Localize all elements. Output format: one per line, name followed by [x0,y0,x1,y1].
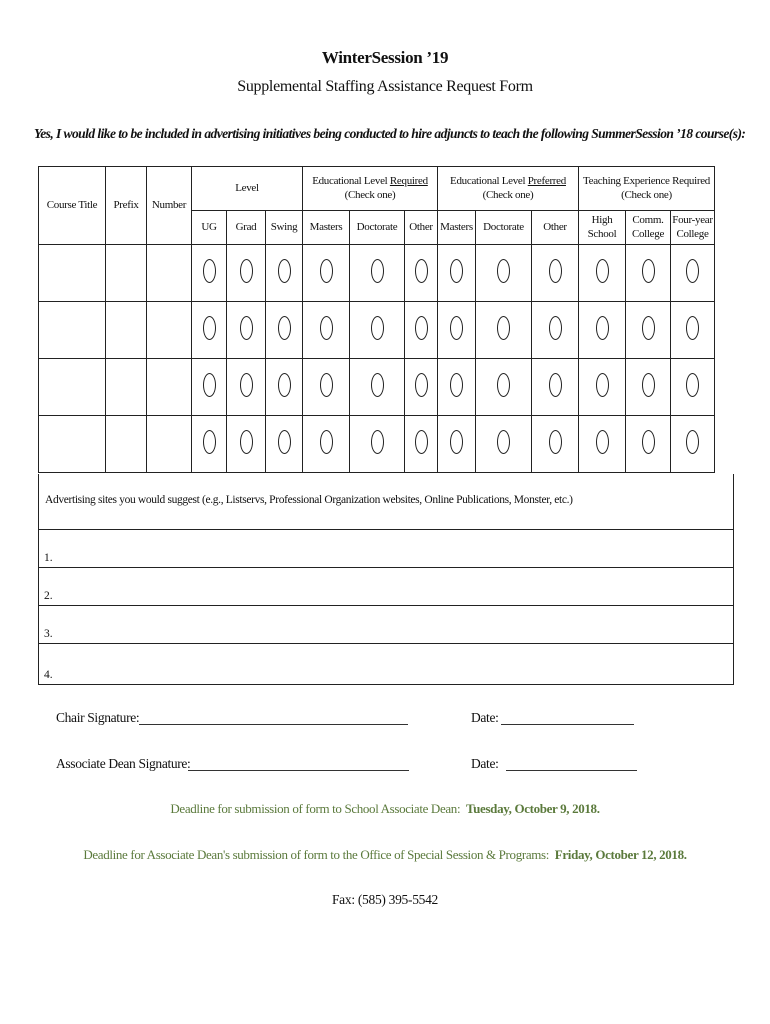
pref-other-radio[interactable] [549,373,562,397]
high-school-radio[interactable] [596,373,609,397]
swing-radio[interactable] [278,373,291,397]
grad-radio[interactable] [240,259,253,283]
advertising-line-number: 4. [44,669,53,681]
subheader-four-year-college [671,211,715,245]
high-school-radio[interactable] [596,259,609,283]
course-table [38,166,715,473]
high-school-cell [579,245,626,302]
course-title-cell[interactable] [39,245,106,302]
comm-college-cell [626,359,671,416]
course-row [39,302,715,359]
ug-radio[interactable] [203,373,216,397]
grad-cell [227,302,266,359]
grad-radio[interactable] [240,373,253,397]
pref-doctorate-radio[interactable] [497,259,510,283]
req-masters-cell [303,416,350,473]
prefix-cell[interactable] [106,302,147,359]
comm-college-radio[interactable] [642,259,655,283]
header-edu-required [303,167,438,211]
req-other-radio[interactable] [415,373,428,397]
course-row [39,416,715,473]
four-year-line1: Four-year [672,213,713,226]
pref-doctorate-cell [476,416,532,473]
high-school-cell [579,359,626,416]
pref-masters-radio[interactable] [450,316,463,340]
pref-doctorate-radio[interactable] [497,316,510,340]
pref-masters-cell [438,245,476,302]
comm-college-line2: College [631,227,665,240]
four-year-college-radio[interactable] [686,430,699,454]
req-doctorate-cell [350,416,405,473]
ug-cell [192,302,227,359]
comm-college-cell [626,245,671,302]
subheader-ug: UG [192,211,227,245]
req-other-radio[interactable] [415,316,428,340]
header-edu-required-text: Educational Level [312,174,390,187]
pref-other-cell [532,302,579,359]
header-teaching-check: (Check one) [621,188,672,201]
dean-date-line[interactable] [506,770,637,771]
prefix-cell[interactable] [106,416,147,473]
swing-cell [266,245,303,302]
req-doctorate-radio[interactable] [371,373,384,397]
advertising-line-2[interactable] [38,568,734,606]
high-school-line1: High [591,213,613,226]
number-cell[interactable] [147,416,192,473]
req-other-radio[interactable] [415,259,428,283]
header-teaching-experience [579,167,715,211]
pref-other-cell [532,416,579,473]
number-cell[interactable] [147,359,192,416]
grad-radio[interactable] [240,316,253,340]
req-doctorate-cell [350,302,405,359]
swing-radio[interactable] [278,430,291,454]
req-masters-radio[interactable] [320,430,333,454]
req-masters-cell [303,359,350,416]
four-year-college-radio[interactable] [686,373,699,397]
prefix-cell[interactable] [106,245,147,302]
advertising-line-3[interactable] [38,606,734,644]
dean-date-label: Date: [471,756,499,771]
req-doctorate-radio[interactable] [371,430,384,454]
four-year-college-radio[interactable] [686,316,699,340]
pref-masters-radio[interactable] [450,259,463,283]
chair-signature-line[interactable] [139,724,408,725]
deadline-school [0,801,770,817]
pref-other-cell [532,245,579,302]
advertising-line-number: 3. [44,628,53,640]
form-title: WinterSession ’19 [321,48,449,67]
req-doctorate-radio[interactable] [371,259,384,283]
header-edu-required-check: (Check one) [344,188,396,201]
pref-doctorate-radio[interactable] [497,373,510,397]
req-masters-cell [303,245,350,302]
four-year-college-radio[interactable] [686,259,699,283]
grad-cell [227,359,266,416]
subheader-swing: Swing [266,211,303,245]
chair-date-label: Date: [471,710,499,725]
req-doctorate-radio[interactable] [371,316,384,340]
course-title-cell[interactable] [39,416,106,473]
subheader-pref-doctorate: Doctorate [476,211,532,245]
pref-doctorate-radio[interactable] [497,430,510,454]
header-number: Number [147,167,192,245]
deadline-school-date: Tuesday, October 9, 2018. [466,801,600,816]
four-year-line2: College [676,227,709,240]
req-doctorate-cell [350,359,405,416]
course-rows [39,245,715,473]
ug-cell [192,359,227,416]
advertising-sites-label: Advertising sites you would suggest (e.g., Listservs, Professional Organization websites, Online Publications, Monster, etc.) [45,494,573,506]
pref-doctorate-cell [476,245,532,302]
pref-other-radio[interactable] [549,430,562,454]
swing-cell [266,302,303,359]
pref-masters-cell [438,416,476,473]
header-teaching-text: Teaching Experience Required [582,174,711,187]
high-school-radio[interactable] [596,316,609,340]
course-title-cell[interactable] [39,302,106,359]
advertising-line-number: 2. [44,590,53,602]
pref-masters-radio[interactable] [450,430,463,454]
subheader-pref-masters: Masters [438,211,476,245]
req-masters-radio[interactable] [320,316,333,340]
pref-masters-cell [438,359,476,416]
number-cell[interactable] [147,302,192,359]
four-year-college-cell [671,302,715,359]
header-course-title: Course Title [39,167,106,245]
subheader-grad: Grad [227,211,266,245]
ug-radio[interactable] [203,259,216,283]
req-doctorate-cell [350,245,405,302]
grad-cell [227,245,266,302]
four-year-college-cell [671,416,715,473]
course-row [39,245,715,302]
dean-signature-line[interactable] [188,770,409,771]
header-level: Level [192,167,303,211]
comm-college-line1: Comm. [632,213,664,226]
req-other-cell [405,359,438,416]
deadline-office-date: Friday, October 12, 2018. [554,847,687,862]
course-title-cell[interactable] [39,359,106,416]
deadline-office [0,847,770,863]
subheader-high-school [579,211,626,245]
advertising-line-4[interactable] [38,644,734,685]
high-school-cell [579,416,626,473]
header-prefix: Prefix [106,167,147,245]
req-other-cell [405,416,438,473]
comm-college-radio[interactable] [642,316,655,340]
header-preferred-emphasis: Preferred [527,174,566,187]
header-edu-preferred-check: (Check one) [482,188,534,201]
req-other-cell [405,245,438,302]
req-masters-cell [303,302,350,359]
swing-radio[interactable] [278,316,291,340]
prefix-cell[interactable] [106,359,147,416]
ug-radio[interactable] [203,430,216,454]
comm-college-cell [626,416,671,473]
swing-radio[interactable] [278,259,291,283]
number-cell[interactable] [147,245,192,302]
advertising-sites-box [38,474,734,530]
subheader-req-doctorate: Doctorate [350,211,405,245]
header-edu-preferred [438,167,579,211]
pref-other-radio[interactable] [549,316,562,340]
header-edu-preferred-text: Educational Level [450,174,528,187]
pref-masters-cell [438,302,476,359]
swing-cell [266,359,303,416]
swing-cell [266,416,303,473]
intro-statement: Yes, I would like to be included in advertising initiatives being conducted to hire adjuncts to teach the following SummerSession ’18 course(s): [34,126,746,141]
course-row [39,359,715,416]
comm-college-radio[interactable] [642,373,655,397]
ug-cell [192,416,227,473]
high-school-line2: School [587,227,617,240]
subheader-req-other: Other [405,211,438,245]
header-required-emphasis: Required [389,174,428,187]
req-masters-radio[interactable] [320,259,333,283]
deadline-school-text: Deadline for submission of form to School Associate Dean: [170,801,461,816]
subheader-req-masters: Masters [303,211,350,245]
four-year-college-cell [671,359,715,416]
deadline-office-text: Deadline for Associate Dean's submission of form to the Office of Special Session & Programs: [83,847,549,862]
subheader-pref-other: Other [532,211,579,245]
chair-signature-label: Chair Signature: [56,710,140,725]
grad-radio[interactable] [240,430,253,454]
high-school-cell [579,302,626,359]
advertising-line-1[interactable] [38,530,734,568]
advertising-line-number: 1. [44,552,53,564]
pref-doctorate-cell [476,302,532,359]
form-subtitle: Supplemental Staffing Assistance Request Form [237,78,533,95]
comm-college-radio[interactable] [642,430,655,454]
req-masters-radio[interactable] [320,373,333,397]
pref-other-radio[interactable] [549,259,562,283]
high-school-radio[interactable] [596,430,609,454]
subheader-comm-college [626,211,671,245]
ug-radio[interactable] [203,316,216,340]
grad-cell [227,416,266,473]
pref-doctorate-cell [476,359,532,416]
four-year-college-cell [671,245,715,302]
chair-date-line[interactable] [501,724,634,725]
pref-other-cell [532,359,579,416]
comm-college-cell [626,302,671,359]
ug-cell [192,245,227,302]
fax-number: Fax: (585) 395-5542 [331,892,439,907]
req-other-cell [405,302,438,359]
dean-signature-label: Associate Dean Signature: [56,756,191,771]
req-other-radio[interactable] [415,430,428,454]
pref-masters-radio[interactable] [450,373,463,397]
